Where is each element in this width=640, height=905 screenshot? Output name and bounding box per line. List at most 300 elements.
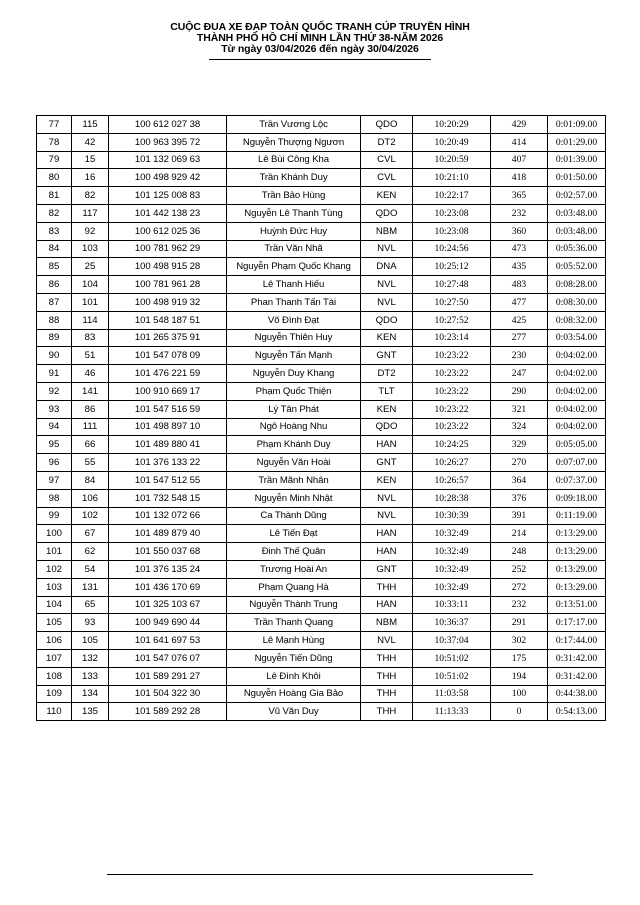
table-row [37,187,606,205]
position-cell: 92 [37,382,72,400]
time-gap-cell: 0:13:29.00 [548,578,606,596]
time-gap-cell: 0:13:51.00 [548,596,606,614]
uci-id-cell: 101 132 072 66 [109,507,227,525]
points-cell: 364 [491,471,548,489]
position-cell: 77 [37,116,72,134]
rider-name-cell: Nguyễn Tấn Mạnh [227,347,361,365]
bib-cell: 117 [72,204,109,222]
team-code-cell: NBM [361,222,413,240]
position-cell: 101 [37,543,72,561]
bib-cell: 42 [72,133,109,151]
uci-id-cell: 100 910 669 17 [109,382,227,400]
points-cell: 230 [491,347,548,365]
time-gap-cell: 0:05:36.00 [548,240,606,258]
team-code-cell: NVL [361,276,413,294]
uci-id-cell: 100 949 690 44 [109,614,227,632]
bib-cell: 67 [72,525,109,543]
rider-name-cell: Trần Mãnh Nhân [227,471,361,489]
rider-name-cell: Ca Thành Dũng [227,507,361,525]
position-cell: 104 [37,596,72,614]
bib-cell: 82 [72,187,109,205]
finish-time-cell: 10:32:49 [413,543,491,561]
time-gap-cell: 0:13:29.00 [548,560,606,578]
finish-time-cell: 10:20:59 [413,151,491,169]
team-code-cell: KEN [361,329,413,347]
rider-name-cell: Phạm Quang Hà [227,578,361,596]
bib-cell: 135 [72,703,109,721]
points-cell: 414 [491,133,548,151]
uci-id-cell: 101 376 135 24 [109,560,227,578]
time-gap-cell: 0:03:48.00 [548,222,606,240]
table-row [37,276,606,294]
rider-name-cell: Nguyễn Lê Thanh Tùng [227,204,361,222]
time-gap-cell: 0:07:37.00 [548,471,606,489]
rider-name-cell: Nguyễn Phạm Quốc Khang [227,258,361,276]
points-cell: 477 [491,293,548,311]
team-code-cell: THH [361,703,413,721]
table-row [37,418,606,436]
time-gap-cell: 0:17:44.00 [548,632,606,650]
time-gap-cell: 0:13:29.00 [548,525,606,543]
points-cell: 175 [491,649,548,667]
points-cell: 435 [491,258,548,276]
time-gap-cell: 0:01:50.00 [548,169,606,187]
uci-id-cell: 101 548 187 51 [109,311,227,329]
time-gap-cell: 0:04:02.00 [548,418,606,436]
time-gap-cell: 0:02:57.00 [548,187,606,205]
table-row [37,258,606,276]
rider-name-cell: Nguyễn Văn Hoài [227,454,361,472]
position-cell: 109 [37,685,72,703]
bib-cell: 103 [72,240,109,258]
table-row [37,560,606,578]
position-cell: 97 [37,471,72,489]
time-gap-cell: 0:31:42.00 [548,667,606,685]
team-code-cell: KEN [361,187,413,205]
time-gap-cell: 0:01:29.00 [548,133,606,151]
table-row [37,578,606,596]
finish-time-cell: 10:51:02 [413,649,491,667]
rider-name-cell: Ngô Hoàng Nhu [227,418,361,436]
table-row [37,151,606,169]
table-row [37,543,606,561]
position-cell: 87 [37,293,72,311]
table-row [37,596,606,614]
uci-id-cell: 101 376 133 22 [109,454,227,472]
time-gap-cell: 0:05:05.00 [548,436,606,454]
table-row [37,667,606,685]
bib-cell: 55 [72,454,109,472]
team-code-cell: HAN [361,596,413,614]
rider-name-cell: Võ Đình Đạt [227,311,361,329]
rider-name-cell: Lê Mạnh Hùng [227,632,361,650]
points-cell: 214 [491,525,548,543]
results-body [37,116,606,721]
table-row [37,347,606,365]
team-code-cell: GNT [361,560,413,578]
table-row [37,454,606,472]
uci-id-cell: 101 498 897 10 [109,418,227,436]
finish-time-cell: 10:20:49 [413,133,491,151]
time-gap-cell: 0:44:38.00 [548,685,606,703]
rider-name-cell: Lê Tiến Đạt [227,525,361,543]
points-cell: 0 [491,703,548,721]
time-gap-cell: 0:01:39.00 [548,151,606,169]
table-row [37,649,606,667]
finish-time-cell: 10:37:04 [413,632,491,650]
uci-id-cell: 101 732 548 15 [109,489,227,507]
position-cell: 95 [37,436,72,454]
position-cell: 79 [37,151,72,169]
finish-time-cell: 10:32:49 [413,578,491,596]
team-code-cell: THH [361,667,413,685]
points-cell: 302 [491,632,548,650]
bib-cell: 51 [72,347,109,365]
finish-time-cell: 10:20:29 [413,116,491,134]
table-row [37,204,606,222]
team-code-cell: QDO [361,116,413,134]
finish-time-cell: 10:26:27 [413,454,491,472]
table-row [37,365,606,383]
time-gap-cell: 0:09:18.00 [548,489,606,507]
position-cell: 93 [37,400,72,418]
bib-cell: 46 [72,365,109,383]
time-gap-cell: 0:31:42.00 [548,649,606,667]
finish-time-cell: 10:27:52 [413,311,491,329]
time-gap-cell: 0:04:02.00 [548,365,606,383]
rider-name-cell: Huỳnh Đức Huy [227,222,361,240]
position-cell: 107 [37,649,72,667]
time-gap-cell: 0:08:28.00 [548,276,606,294]
uci-id-cell: 100 781 962 29 [109,240,227,258]
uci-id-cell: 100 498 919 32 [109,293,227,311]
points-cell: 252 [491,560,548,578]
rider-name-cell: Trần Khánh Duy [227,169,361,187]
uci-id-cell: 101 125 008 83 [109,187,227,205]
finish-time-cell: 10:25:12 [413,258,491,276]
points-cell: 272 [491,578,548,596]
finish-time-cell: 10:24:25 [413,436,491,454]
bib-cell: 86 [72,400,109,418]
date-range: Từ ngày 03/04/2026 đến ngày 30/04/2026 [221,43,419,55]
uci-id-cell: 100 612 025 36 [109,222,227,240]
rider-name-cell: Trương Hoài An [227,560,361,578]
position-cell: 91 [37,365,72,383]
team-code-cell: KEN [361,400,413,418]
bib-cell: 106 [72,489,109,507]
rider-name-cell: Nguyễn Thượng Ngươn [227,133,361,151]
team-code-cell: KEN [361,471,413,489]
team-code-cell: NVL [361,293,413,311]
points-cell: 100 [491,685,548,703]
team-code-cell: NVL [361,507,413,525]
uci-id-cell: 101 325 103 67 [109,596,227,614]
finish-time-cell: 11:13:33 [413,703,491,721]
finish-time-cell: 10:23:22 [413,400,491,418]
position-cell: 96 [37,454,72,472]
bib-cell: 83 [72,329,109,347]
team-code-cell: THH [361,649,413,667]
rider-name-cell: Vũ Văn Duy [227,703,361,721]
time-gap-cell: 0:04:02.00 [548,382,606,400]
rider-name-cell: Phạm Quốc Thiện [227,382,361,400]
finish-time-cell: 10:32:49 [413,560,491,578]
position-cell: 103 [37,578,72,596]
bib-cell: 93 [72,614,109,632]
points-cell: 407 [491,151,548,169]
bib-cell: 131 [72,578,109,596]
position-cell: 88 [37,311,72,329]
position-cell: 110 [37,703,72,721]
team-code-cell: DT2 [361,133,413,151]
position-cell: 108 [37,667,72,685]
rider-name-cell: Nguyễn Tiến Dũng [227,649,361,667]
bib-cell: 66 [72,436,109,454]
position-cell: 98 [37,489,72,507]
position-cell: 78 [37,133,72,151]
uci-id-cell: 101 641 697 53 [109,632,227,650]
team-code-cell: HAN [361,436,413,454]
rider-name-cell: Lê Đình Khôi [227,667,361,685]
team-code-cell: GNT [361,454,413,472]
uci-id-cell: 101 504 322 30 [109,685,227,703]
finish-time-cell: 10:32:49 [413,525,491,543]
time-gap-cell: 0:08:32.00 [548,311,606,329]
finish-time-cell: 10:27:48 [413,276,491,294]
points-cell: 329 [491,436,548,454]
rider-name-cell: Nguyễn Duy Khang [227,365,361,383]
finish-time-cell: 10:23:14 [413,329,491,347]
rider-name-cell: Trần Văn Nhã [227,240,361,258]
position-cell: 89 [37,329,72,347]
table-row [37,685,606,703]
points-cell: 194 [491,667,548,685]
team-code-cell: THH [361,685,413,703]
time-gap-cell: 0:04:02.00 [548,400,606,418]
team-code-cell: THH [361,578,413,596]
points-cell: 473 [491,240,548,258]
bib-cell: 25 [72,258,109,276]
points-cell: 232 [491,204,548,222]
rider-name-cell: Trần Bảo Hùng [227,187,361,205]
results-table [36,115,606,721]
finish-time-cell: 10:21:10 [413,169,491,187]
bib-cell: 114 [72,311,109,329]
bib-cell: 132 [72,649,109,667]
rider-name-cell: Nguyễn Thành Trung [227,596,361,614]
bib-cell: 105 [72,632,109,650]
uci-id-cell: 100 963 395 72 [109,133,227,151]
position-cell: 106 [37,632,72,650]
rider-name-cell: Trần Vương Lộc [227,116,361,134]
table-row [37,382,606,400]
table-row [37,116,606,134]
title-line-1: CUỘC ĐUA XE ĐẠP TOÀN QUỐC TRANH CÚP TRUYỀN HÌNH [170,21,470,33]
bib-cell: 101 [72,293,109,311]
uci-id-cell: 100 498 915 28 [109,258,227,276]
finish-time-cell: 10:22:17 [413,187,491,205]
uci-id-cell: 101 547 076 07 [109,649,227,667]
table-row [37,525,606,543]
team-code-cell: NVL [361,632,413,650]
time-gap-cell: 0:54:13.00 [548,703,606,721]
rider-name-cell: Lý Tân Phát [227,400,361,418]
bib-cell: 15 [72,151,109,169]
team-code-cell: HAN [361,543,413,561]
time-gap-cell: 0:01:09.00 [548,116,606,134]
team-code-cell: QDO [361,418,413,436]
table-row [37,489,606,507]
position-cell: 83 [37,222,72,240]
time-gap-cell: 0:04:02.00 [548,347,606,365]
bib-cell: 102 [72,507,109,525]
finish-time-cell: 10:23:22 [413,347,491,365]
finish-time-cell: 10:23:22 [413,382,491,400]
time-gap-cell: 0:17:17.00 [548,614,606,632]
uci-id-cell: 101 489 879 40 [109,525,227,543]
table-row [37,632,606,650]
finish-time-cell: 10:30:39 [413,507,491,525]
bib-cell: 111 [72,418,109,436]
bib-cell: 65 [72,596,109,614]
finish-time-cell: 10:23:22 [413,365,491,383]
uci-id-cell: 100 612 027 38 [109,116,227,134]
bib-cell: 16 [72,169,109,187]
team-code-cell: QDO [361,311,413,329]
uci-id-cell: 101 442 138 23 [109,204,227,222]
uci-id-cell: 101 489 880 41 [109,436,227,454]
finish-time-cell: 10:33:11 [413,596,491,614]
team-code-cell: NBM [361,614,413,632]
table-row [37,703,606,721]
team-code-cell: HAN [361,525,413,543]
points-cell: 324 [491,418,548,436]
document-header [0,22,640,60]
points-cell: 425 [491,311,548,329]
table-row [37,222,606,240]
rider-name-cell: Nguyễn Hoàng Gia Bảo [227,685,361,703]
bib-cell: 54 [72,560,109,578]
rider-name-cell: Phạm Khánh Duy [227,436,361,454]
rider-name-cell: Nguyễn Thiên Huy [227,329,361,347]
position-cell: 105 [37,614,72,632]
bib-cell: 141 [72,382,109,400]
header-rule [209,59,431,60]
position-cell: 94 [37,418,72,436]
uci-id-cell: 101 547 078 09 [109,347,227,365]
finish-time-cell: 10:27:50 [413,293,491,311]
time-gap-cell: 0:13:29.00 [548,543,606,561]
uci-id-cell: 101 589 291 27 [109,667,227,685]
finish-time-cell: 10:23:08 [413,204,491,222]
points-cell: 376 [491,489,548,507]
uci-id-cell: 101 436 170 69 [109,578,227,596]
position-cell: 84 [37,240,72,258]
position-cell: 90 [37,347,72,365]
points-cell: 277 [491,329,548,347]
position-cell: 99 [37,507,72,525]
points-cell: 247 [491,365,548,383]
position-cell: 102 [37,560,72,578]
time-gap-cell: 0:03:54.00 [548,329,606,347]
uci-id-cell: 101 550 037 68 [109,543,227,561]
team-code-cell: QDO [361,204,413,222]
finish-time-cell: 10:24:56 [413,240,491,258]
bib-cell: 84 [72,471,109,489]
bib-cell: 133 [72,667,109,685]
finish-time-cell: 10:36:37 [413,614,491,632]
points-cell: 365 [491,187,548,205]
finish-time-cell: 10:23:08 [413,222,491,240]
points-cell: 291 [491,614,548,632]
points-cell: 270 [491,454,548,472]
rider-name-cell: Lê Bùi Công Kha [227,151,361,169]
team-code-cell: GNT [361,347,413,365]
finish-time-cell: 11:03:58 [413,685,491,703]
time-gap-cell: 0:07:07.00 [548,454,606,472]
bib-cell: 104 [72,276,109,294]
time-gap-cell: 0:11:19.00 [548,507,606,525]
finish-time-cell: 10:28:38 [413,489,491,507]
position-cell: 82 [37,204,72,222]
points-cell: 232 [491,596,548,614]
table-row [37,400,606,418]
rider-name-cell: Phan Thanh Tấn Tài [227,293,361,311]
points-cell: 248 [491,543,548,561]
uci-id-cell: 101 589 292 28 [109,703,227,721]
footer-rule [107,874,533,875]
rider-name-cell: Trần Thanh Quang [227,614,361,632]
points-cell: 391 [491,507,548,525]
uci-id-cell: 100 781 961 28 [109,276,227,294]
table-row [37,311,606,329]
table-row [37,133,606,151]
bib-cell: 92 [72,222,109,240]
table-row [37,169,606,187]
bib-cell: 115 [72,116,109,134]
table-row [37,329,606,347]
rider-name-cell: Đinh Thế Quân [227,543,361,561]
uci-id-cell: 101 476 221 59 [109,365,227,383]
position-cell: 80 [37,169,72,187]
points-cell: 483 [491,276,548,294]
uci-id-cell: 101 547 516 59 [109,400,227,418]
time-gap-cell: 0:05:52.00 [548,258,606,276]
table-row [37,614,606,632]
table-row [37,507,606,525]
points-cell: 429 [491,116,548,134]
finish-time-cell: 10:23:22 [413,418,491,436]
team-code-cell: CVL [361,151,413,169]
rider-name-cell: Nguyễn Minh Nhật [227,489,361,507]
finish-time-cell: 10:51:02 [413,667,491,685]
rider-name-cell: Lê Thanh Hiếu [227,276,361,294]
position-cell: 81 [37,187,72,205]
table-row [37,436,606,454]
team-code-cell: TLT [361,382,413,400]
points-cell: 360 [491,222,548,240]
table-row [37,471,606,489]
position-cell: 85 [37,258,72,276]
team-code-cell: CVL [361,169,413,187]
team-code-cell: DNA [361,258,413,276]
bib-cell: 134 [72,685,109,703]
team-code-cell: NVL [361,489,413,507]
position-cell: 86 [37,276,72,294]
points-cell: 321 [491,400,548,418]
points-cell: 418 [491,169,548,187]
bib-cell: 62 [72,543,109,561]
